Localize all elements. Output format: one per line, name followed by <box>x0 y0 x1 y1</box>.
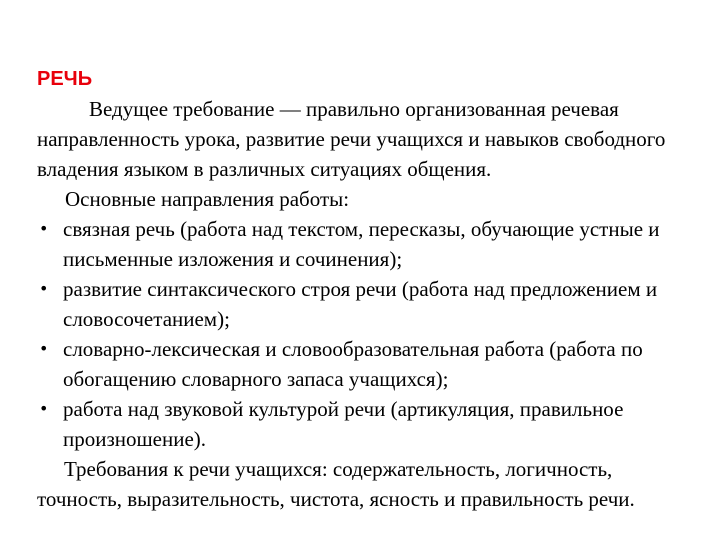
list-item-text: связная речь (работа над текстом, пересказы, обучающие устные и письменные изложения и сочинения); <box>63 217 660 271</box>
list-item <box>37 274 699 334</box>
bullet-icon: • <box>39 399 49 418</box>
bullet-icon: • <box>39 279 49 298</box>
directions-list <box>37 214 699 454</box>
bullet-icon: • <box>39 339 49 358</box>
slide-content <box>37 64 699 514</box>
bullet-icon: • <box>39 219 49 238</box>
list-item <box>37 394 699 454</box>
slide-title: РЕЧЬ <box>37 68 93 90</box>
directions-heading: Основные направления работы: <box>65 187 350 211</box>
list-item <box>37 214 699 274</box>
list-item-text: развитие синтаксического строя речи (работа над предложением и словосочетанием); <box>63 277 658 331</box>
intro-paragraph: Ведущее требование — правильно организованная речевая направленность урока, развитие речи учащихся и навыков свободного владения языком в различных ситуациях общения. <box>37 97 666 181</box>
requirements-paragraph: Требования к речи учащихся: содержательность, логичность, точность, выразительность, чистота, ясность и правильность речи. <box>37 457 635 511</box>
list-item-text: работа над звуковой культурой речи (артикуляция, правильное произношение). <box>63 397 624 451</box>
list-item-text: словарно-лексическая и словообразовательная работа (работа по обогащению словарного запаса учащихся); <box>63 337 643 391</box>
list-item <box>37 334 699 394</box>
